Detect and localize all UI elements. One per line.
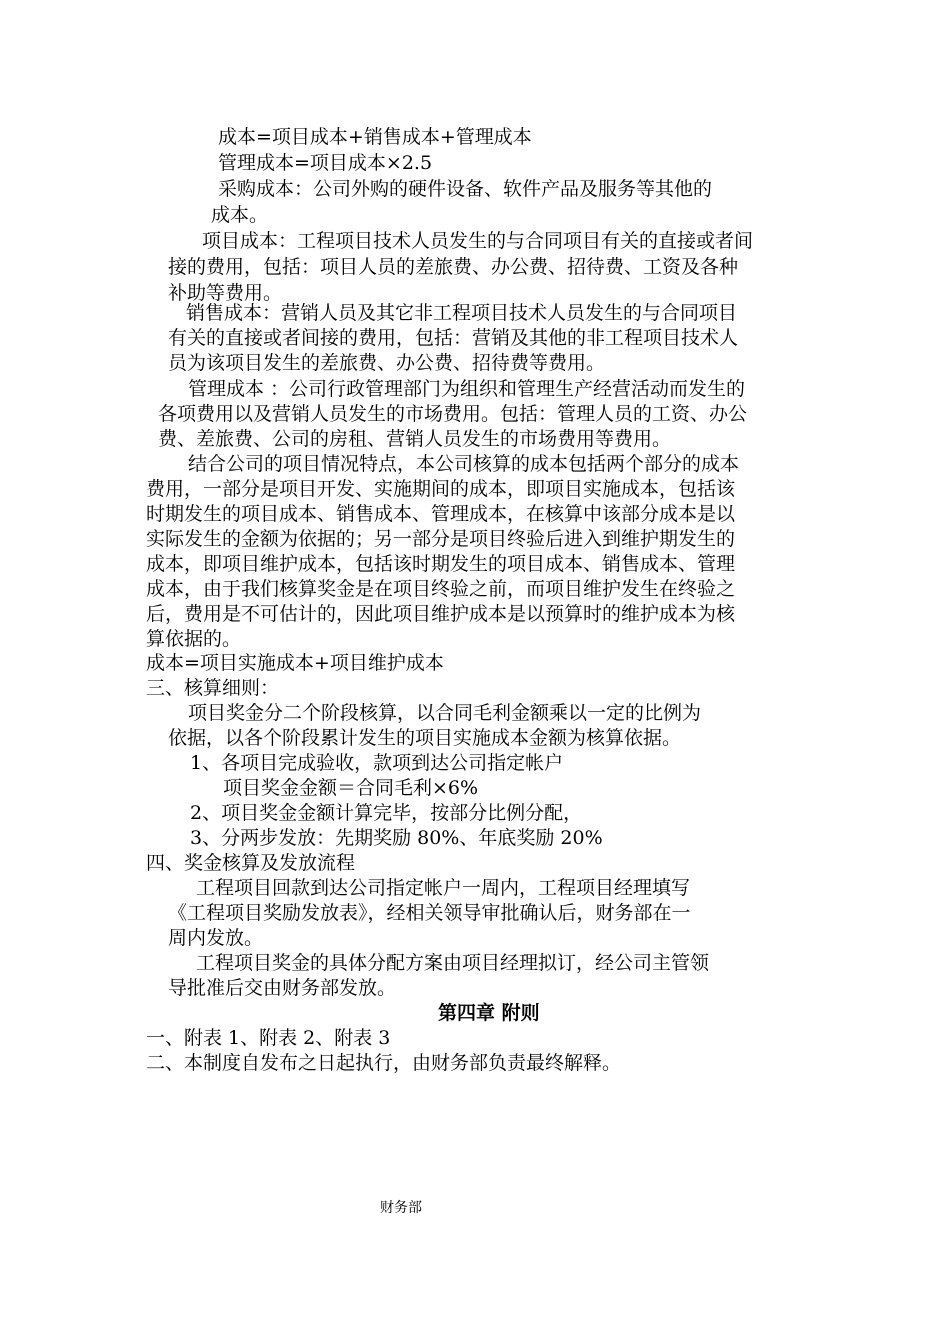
paragraph-line: 补助等费用。 [168,282,283,304]
section-heading-bonus-process: 四、奖金核算及发放流程 [146,852,356,874]
paragraph-line: 《工程项目奖励发放表》，经相关领导审批确认后，财务部在一 [168,902,691,924]
paragraph-line: 实际发生的金额为依据的；另一部分是项目终验后进入到维护期发生的 [146,528,736,550]
section-heading-accounting-rules: 三、核算细则： [146,677,280,699]
list-item: 1、各项目完成验收，款项到达公司指定帐户 [190,752,564,774]
paragraph-line: 时期发生的项目成本、销售成本、管理成本，在核算中该部分成本是以 [146,503,736,525]
paragraph-line: 算依据的。 [146,628,242,650]
list-item: 3、分两步发放：先期奖励 80%、年底奖励 20% [190,827,603,849]
paragraph-line: 员为该项目发生的差旅费、办公费、招待费等费用。 [168,352,606,374]
closing-line-attachments: 一、附表 1、附表 2、附表 3 [146,1027,391,1049]
paragraph-line: 采购成本：公司外购的硬件设备、软件产品及服务等其他的 [218,178,713,200]
paragraph-line: 工程项目奖金的具体分配方案由项目经理拟订，经公司主管领 [196,952,710,974]
chapter-title: 第四章 附则 [438,1002,540,1024]
paragraph-line: 成本，由于我们核算奖金是在项目终验之前，而项目维护发生在终验之 [146,578,736,600]
paragraph-line: 有关的直接或者间接的费用，包括：营销及其他的非工程项目技术人 [168,327,739,349]
paragraph-line: 项目奖金分二个阶段核算，以合同毛利金额乘以一定的比例为 [188,702,702,724]
paragraph-line: 销售成本：营销人员及其它非工程项目技术人员发生的与合同项目 [186,302,738,324]
paragraph-line: 成本，即项目维护成本，包括该时期发生的项目成本、销售成本、管理 [146,553,736,575]
formula-line-management-cost: 管理成本=项目成本×2.5 [218,152,433,174]
formula-line-cost-composition: 成本=项目实施成本+项目维护成本 [146,652,444,674]
paragraph-line: 导批准后交由财务部发放。 [168,977,397,999]
paragraph-line: 结合公司的项目情况特点，本公司核算的成本包括两个部分的成本 [188,453,740,475]
list-item: 2、项目奖金金额计算完毕，按部分比例分配， [190,802,583,824]
closing-line-effective-date: 二、本制度自发布之日起执行，由财务部负责最终解释。 [146,1052,622,1074]
signature-department: 财务部 [380,1200,422,1216]
paragraph-line: 后，费用是不可估计的，因此项目维护成本是以预算时的维护成本为核 [146,603,736,625]
paragraph-line: 接的费用，包括：项目人员的差旅费、办公费、招待费、工资及各种 [168,256,739,278]
paragraph-line: 依据，以各个阶段累计发生的项目实施成本金额为核算依据。 [168,727,682,749]
paragraph-line: 费、差旅费、公司的房租、营销人员发生的市场费用等费用。 [158,428,672,450]
paragraph-line: 费用，一部分是项目开发、实施期间的成本，即项目实施成本，包括该 [146,478,736,500]
paragraph-line: 管理成本 ：公司行政管理部门为组织和管理生产经营活动而发生的 [188,378,746,400]
formula-line-total-cost: 成本=项目成本+销售成本+管理成本 [218,126,532,148]
paragraph-line: 工程项目回款到达公司指定帐户一周内，工程项目经理填写 [196,877,691,899]
paragraph-line: 项目成本：工程项目技术人员发生的与合同项目有关的直接或者间 [202,230,754,252]
paragraph-line: 成本。 [211,204,269,226]
paragraph-line: 周内发放。 [168,927,264,949]
formula-line-bonus-amount: 项目奖金金额＝合同毛利×6% [223,777,479,799]
paragraph-line: 各项费用以及营销人员发生的市场费用。包括：管理人员的工资、办公 [158,403,748,425]
